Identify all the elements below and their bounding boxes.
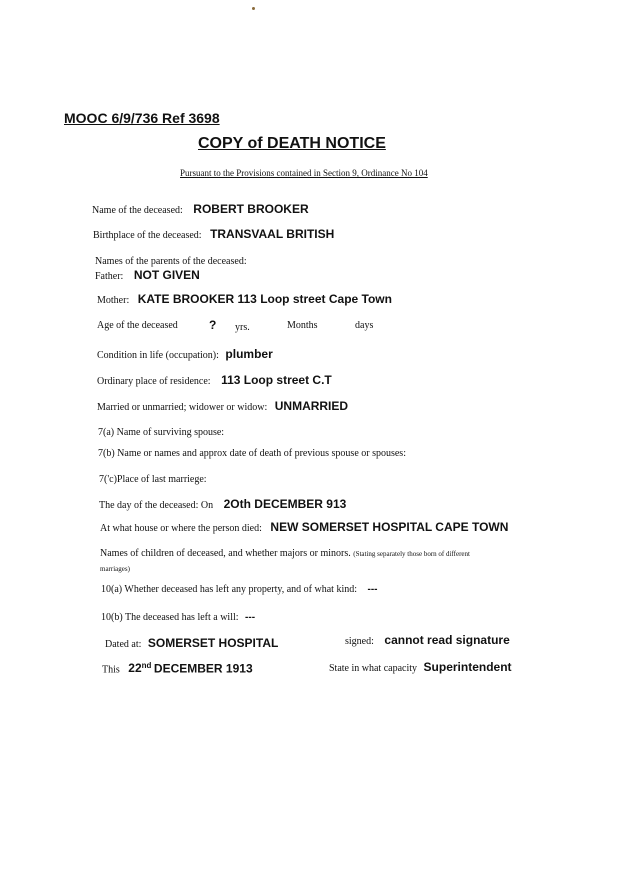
marital-row	[97, 399, 348, 413]
death-day-row	[99, 497, 346, 511]
children-row	[100, 548, 470, 559]
this-day: 22	[128, 661, 142, 676]
spouse-label: 7(a) Name of surviving spouse:	[98, 427, 225, 438]
residence-value: 113 Loop street C.T	[221, 373, 332, 387]
age-row	[97, 318, 374, 333]
marital-value: UNMARRIED	[274, 399, 349, 413]
document-title: COPY of DEATH NOTICE	[198, 135, 386, 152]
yrs-label: yrs.	[235, 322, 250, 333]
last-marriage-label: 7('c)Place of last marriege:	[99, 474, 207, 485]
will-row	[101, 612, 255, 623]
property-label: 10(a) Whether deceased has left any property, and of what kind:	[101, 584, 358, 595]
birthplace-label: Birthplace of the deceased:	[93, 230, 202, 241]
this-label: This	[102, 664, 120, 676]
spouse-row	[98, 427, 224, 438]
capacity-value: Superintendent	[423, 660, 512, 674]
property-row	[101, 584, 378, 595]
signed-value: cannot read signature	[384, 633, 510, 647]
months-label: Months	[287, 320, 318, 331]
dated-row	[105, 636, 278, 650]
name-value: ROBERT BROOKER	[193, 202, 309, 216]
birthplace-value: TRANSVAAL BRITISH	[210, 227, 335, 241]
father-value: NOT GIVEN	[133, 268, 200, 282]
reference-number: MOOC 6/9/736 Ref 3698	[64, 110, 220, 126]
father-label: Father:	[95, 271, 124, 282]
this-day-suffix: nd	[141, 661, 152, 670]
signed-row	[345, 633, 510, 647]
will-value: ---	[245, 612, 256, 623]
ink-speck	[252, 7, 255, 10]
death-place-value: NEW SOMERSET HOSPITAL CAPE TOWN	[270, 520, 509, 534]
property-value: ---	[367, 584, 378, 595]
name-row	[92, 202, 309, 216]
residence-row	[97, 373, 332, 387]
signed-label: signed:	[345, 636, 374, 647]
capacity-label: State in what capacity	[329, 663, 418, 674]
children-note: (Stating separately those born of different	[353, 550, 470, 558]
children-note-continued: marriages)	[100, 565, 130, 573]
age-label: Age of the deceased	[97, 320, 178, 331]
children-label: Names of children of deceased, and whether majors or minors.	[100, 548, 351, 559]
marital-label: Married or unmarried; widower or widow:	[97, 402, 268, 413]
mother-label: Mother:	[97, 295, 130, 306]
name-label: Name of the deceased:	[92, 205, 183, 216]
mother-value: KATE BROOKER 113 Loop street Cape Town	[137, 292, 392, 306]
parents-row	[95, 256, 247, 267]
capacity-row	[329, 660, 512, 674]
dated-value: SOMERSET HOSPITAL	[147, 636, 279, 650]
children-note-row	[100, 563, 130, 574]
document-subtitle: Pursuant to the Provisions contained in Section 9, Ordinance No 104	[180, 168, 428, 178]
days-label: days	[355, 320, 374, 331]
occupation-row	[97, 347, 273, 361]
occupation-label: Condition in life (occupation):	[97, 350, 219, 361]
age-value: ?	[209, 318, 217, 332]
will-label: 10(b) The deceased has left a will:	[101, 612, 239, 623]
birthplace-row	[93, 227, 334, 241]
residence-label: Ordinary place of residence:	[97, 376, 211, 387]
dated-label: Dated at:	[105, 639, 142, 650]
this-month-year: DECEMBER 1913	[153, 661, 253, 676]
occupation-value: plumber	[225, 347, 273, 361]
death-day-label: The day of the deceased: On	[99, 500, 214, 511]
death-place-label: At what house or where the person died:	[100, 523, 262, 534]
death-place-row	[100, 520, 508, 534]
parents-label: Names of the parents of the deceased:	[95, 256, 247, 267]
father-row	[95, 268, 200, 282]
prev-spouse-row	[98, 448, 406, 459]
prev-spouse-label: 7(b) Name or names and approx date of death of previous spouse or spouses:	[98, 448, 406, 459]
last-marriage-row	[99, 474, 207, 485]
mother-row	[97, 292, 392, 306]
death-day-value: 2Oth DECEMBER 913	[223, 497, 347, 511]
this-date-row	[102, 661, 253, 675]
